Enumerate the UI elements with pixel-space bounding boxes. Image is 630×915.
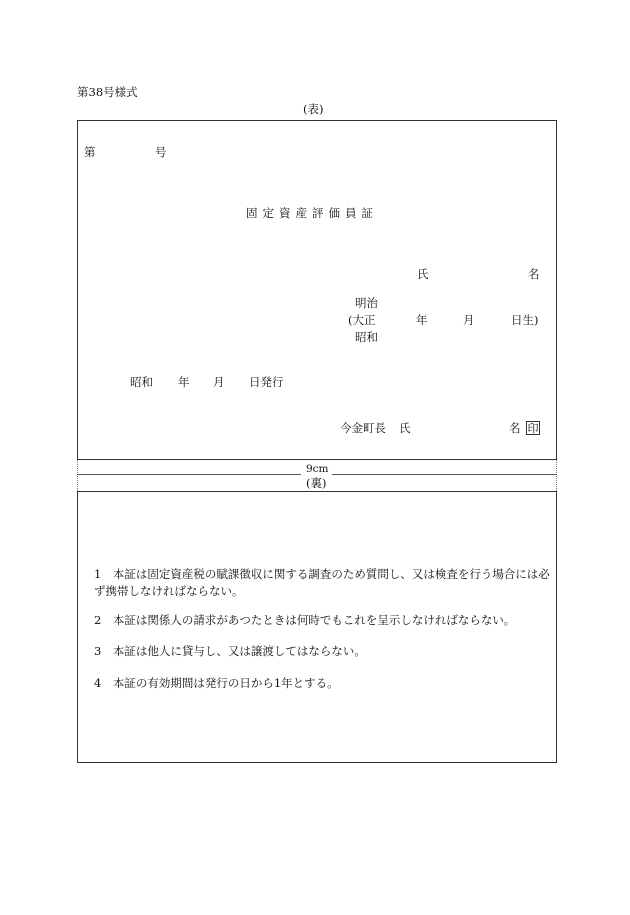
seal-box: 印 <box>527 422 539 435</box>
issue-era: 昭和 <box>130 375 153 389</box>
dimension-line-left <box>77 474 301 475</box>
dimension-tick-right <box>556 460 557 491</box>
front-heading: (表) <box>303 102 324 116</box>
front-card <box>77 120 557 460</box>
note-item: 2 本証は関係人の請求があつたときは何時でもこれを呈示しなければならない。 <box>94 613 516 627</box>
back-heading: (裏) <box>306 476 327 490</box>
number-prefix: 第 <box>84 145 96 159</box>
note-item: 4 本証の有効期間は発行の日から1年とする。 <box>94 676 339 690</box>
name-label-right: 名 <box>528 267 540 281</box>
dimension-tick-left <box>77 460 78 491</box>
number-suffix: 号 <box>155 145 167 159</box>
era-showa: 昭和 <box>355 330 378 344</box>
form-label: 第38号様式 <box>77 85 138 99</box>
dimension-line-right <box>332 474 557 475</box>
mayor-name-right: 名 <box>509 421 521 435</box>
issue-month-label: 月 <box>213 375 225 389</box>
note-item: 3 本証は他人に貸与し、又は譲渡してはならない。 <box>94 644 366 658</box>
birth-month-label: 月 <box>463 313 475 327</box>
birth-day-label: 日生) <box>511 313 539 327</box>
mayor-name-left: 氏 <box>399 421 411 435</box>
mayor-label: 今金町長 <box>340 421 386 435</box>
note-item: 1 本証は固定資産税の賦課徴収に関する調査のため質問し、又は検査を行う場合には必ず携帯しなければならない。 <box>94 567 550 598</box>
certificate-title: 固定資産評価員証 <box>246 206 378 220</box>
issue-year-label: 年 <box>178 375 190 389</box>
dimension-label: 9cm <box>306 463 329 475</box>
era-taisho: (大正 <box>348 313 376 327</box>
name-label-left: 氏 <box>417 267 429 281</box>
birth-year-label: 年 <box>416 313 428 327</box>
issue-day-label: 日発行 <box>249 375 284 389</box>
era-meiji: 明治 <box>355 296 378 310</box>
